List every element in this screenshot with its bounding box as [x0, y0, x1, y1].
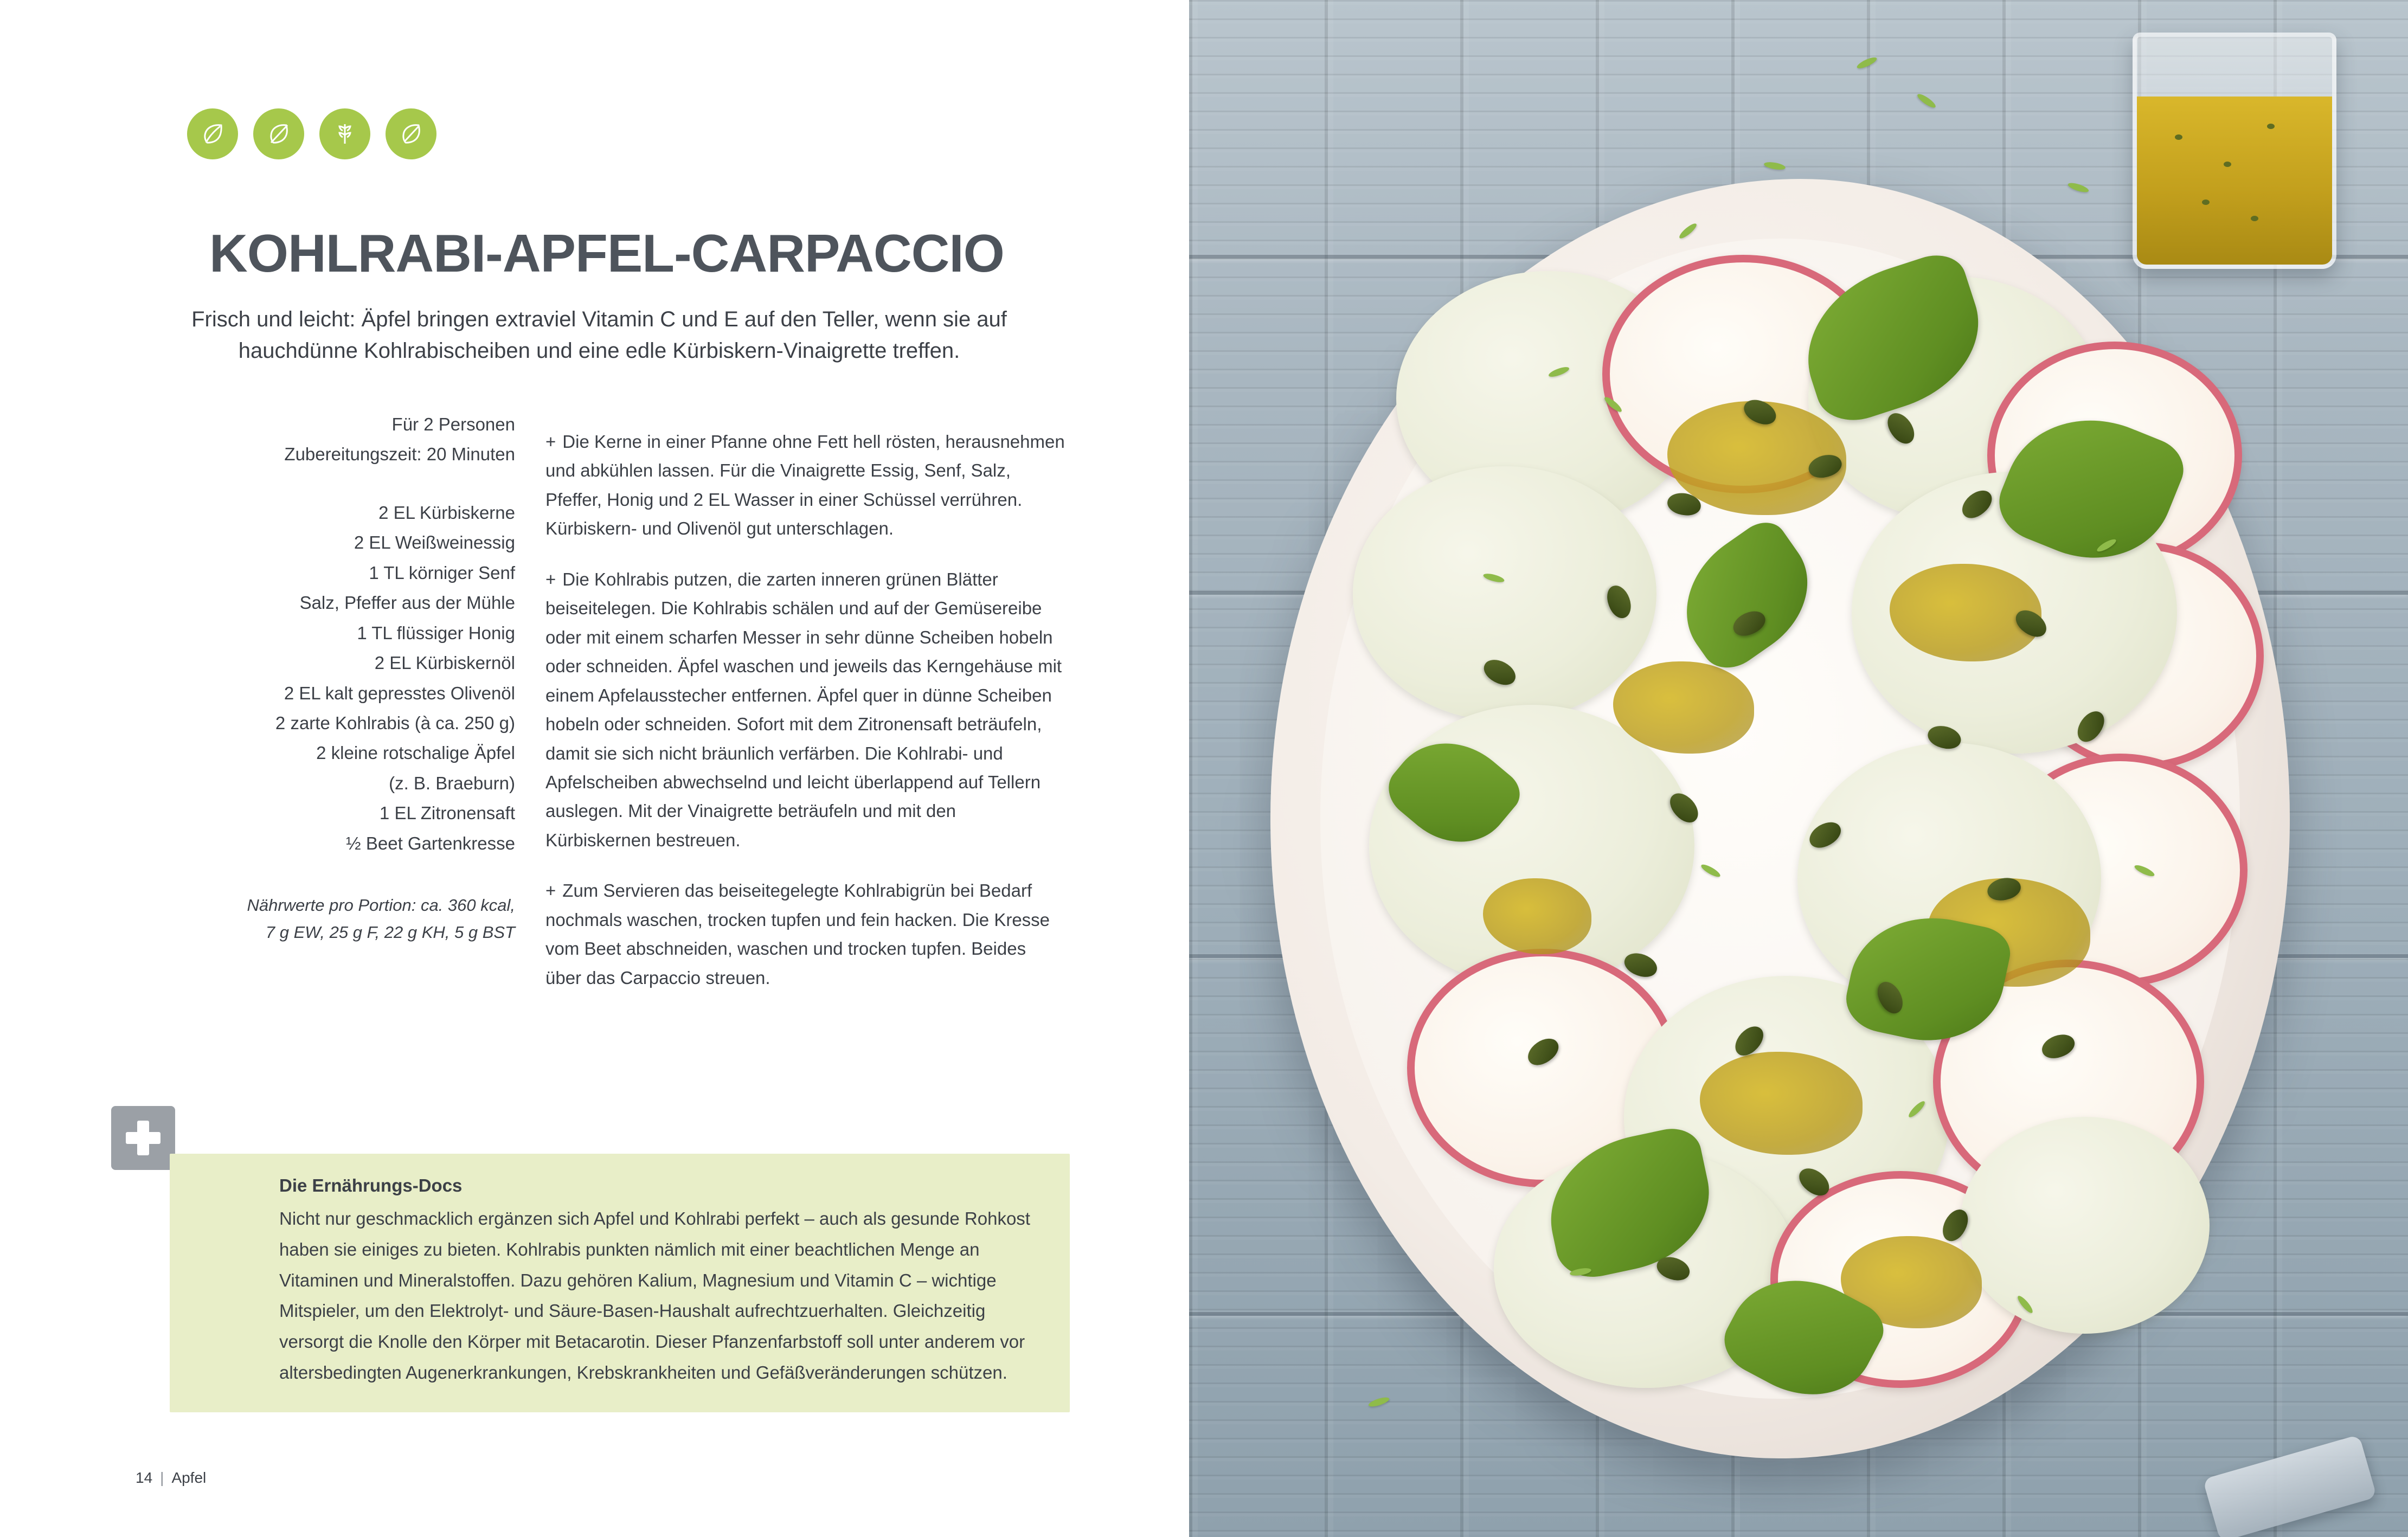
recipe-columns — [239, 409, 1068, 1014]
list-item: 2 EL Kürbiskerne — [378, 502, 515, 523]
ingredients-list — [239, 498, 515, 858]
recipe-text-page — [0, 0, 1189, 1537]
nutrition-line-1: Nährwerte pro Portion: ca. 360 kcal, — [247, 896, 515, 915]
nutrition-block — [239, 892, 515, 946]
plus-icon — [111, 1106, 175, 1170]
step-marker: + — [545, 432, 556, 452]
nutrition-line-2: 7 g EW, 25 g F, 22 g KH, 5 g BST — [265, 922, 515, 942]
vinaigrette-jar — [2133, 33, 2336, 269]
preparation-column — [545, 409, 1066, 1014]
lactose-free-badge — [386, 108, 436, 159]
serving-plate — [1270, 179, 2290, 1458]
info-box — [170, 1154, 1070, 1412]
recipe-intro: Frisch und leicht: Äpfel bringen extraviel Vitamin C und E auf den Teller, wenn sie auf hauchdünne Kohlrabischeiben und eine edle Kürbiskern-Vinaigrette treffen. — [191, 307, 1007, 363]
list-item: 1 EL Zitronensaft — [379, 803, 515, 824]
ingredients-column — [239, 409, 515, 1014]
footer-separator: | — [160, 1469, 164, 1486]
prep-time-label: Zubereitungszeit: 20 Minuten — [284, 444, 515, 465]
gluten-free-badge — [253, 108, 304, 159]
step-text: Die Kerne in einer Pfanne ohne Fett hell rösten, herausnehmen und abkühlen lassen. Für die Vinaigrette Essig, Senf, Salz, Pfeffer, Honig und 2 EL Wasser in einer Schüssel verrühren. Kürbiskern- und Olivenöl gut unterschlagen. — [545, 432, 1065, 539]
list-item: 1 TL flüssiger Honig — [357, 622, 515, 643]
step-text: Die Kohlrabis putzen, die zarten inneren grünen Blätter beiseitelegen. Die Kohlrabis schälen und auf der Gemüsereibe oder mit einem scharfen Messer in sehr dünne Scheiben hobeln oder schneiden. Äpfel waschen und jeweils das Kerngehäuse mit einem Apfelausstecher entfernen. Äpfel quer in dünne Scheiben hobeln oder schneiden. Sofort mit dem Zitronensaft beträufeln, damit sie sich nicht bräunlich verfärben. Die Kohlrabi- und Apfelscheiben abwechselnd und leicht überlappend auf Tellern auslegen. Mit der Vinaigrette beträufeln und mit den Kürbiskernen bestreuen. — [545, 569, 1062, 850]
list-item: 1 TL körniger Senf — [369, 562, 515, 583]
list-item: 2 zarte Kohlrabis (à ca. 250 g) — [275, 712, 515, 733]
servings-label: Für 2 Personen — [391, 414, 515, 434]
info-box-title: Die Ernährungs-Docs — [279, 1175, 463, 1195]
step-text: Zum Servieren das beiseitegelegte Kohlrabigrün bei Bedarf nochmals waschen, trocken tupfen und fein hacken. Die Kresse vom Beet abschneiden, waschen und trocken tupfen. Beides über das Carpaccio streuen. — [545, 880, 1050, 988]
diet-badge-row — [187, 108, 436, 159]
list-item: 2 EL kalt gepresstes Olivenöl — [284, 683, 515, 703]
step-marker: + — [545, 569, 556, 589]
plate-inner-surface — [1320, 239, 2240, 1399]
list-item: Salz, Pfeffer aus der Mühle — [299, 593, 515, 613]
recipe-photo-page — [1189, 0, 2408, 1537]
servings-block — [239, 409, 515, 470]
page-number: 14 — [136, 1469, 153, 1486]
list-item: 2 kleine rotschalige Äpfel — [316, 743, 515, 763]
list-item: 2 EL Kürbiskernöl — [374, 653, 515, 673]
kohlrabi-leaf — [1659, 513, 1833, 679]
list-item: (z. B. Braeburn) — [389, 773, 515, 793]
info-box-text: Nicht nur geschmacklich ergänzen sich Apfel und Kohlrabi perfekt – auch als gesunde Rohkost haben sie einiges zu bieten. Kohlrabis punkten nämlich mit einer beachtlichen Menge an Vitaminen und Mineralstoffen. Dazu gehören Kalium, Magnesium und Vitamin C – wichtige Mitspieler, um den Elektrolyt- und Säure-Basen-Haushalt aufrechtzuerhalten. Gleichzeitig versorgt die Knolle den Körper mit Betacarotin. Dieser Pfanzenfarbstoff soll unter anderem vor altersbedingten Augenerkrankungen, Krebskrankheiten und Gefäßveränderungen schützen. — [279, 1208, 1030, 1382]
vegetarian-badge — [187, 108, 238, 159]
page-footer — [136, 1469, 206, 1487]
list-item: ½ Beet Gartenkresse — [346, 833, 515, 853]
wheat-free-badge — [319, 108, 370, 159]
preparation-step — [545, 876, 1066, 992]
step-marker: + — [545, 880, 556, 901]
preparation-step — [545, 565, 1066, 855]
page-title: KOHLRABI-APFEL-CARPACCIO — [209, 223, 1004, 283]
preparation-step — [545, 427, 1066, 543]
list-item: 2 EL Weißweinessig — [354, 532, 515, 553]
chapter-name: Apfel — [171, 1469, 207, 1486]
